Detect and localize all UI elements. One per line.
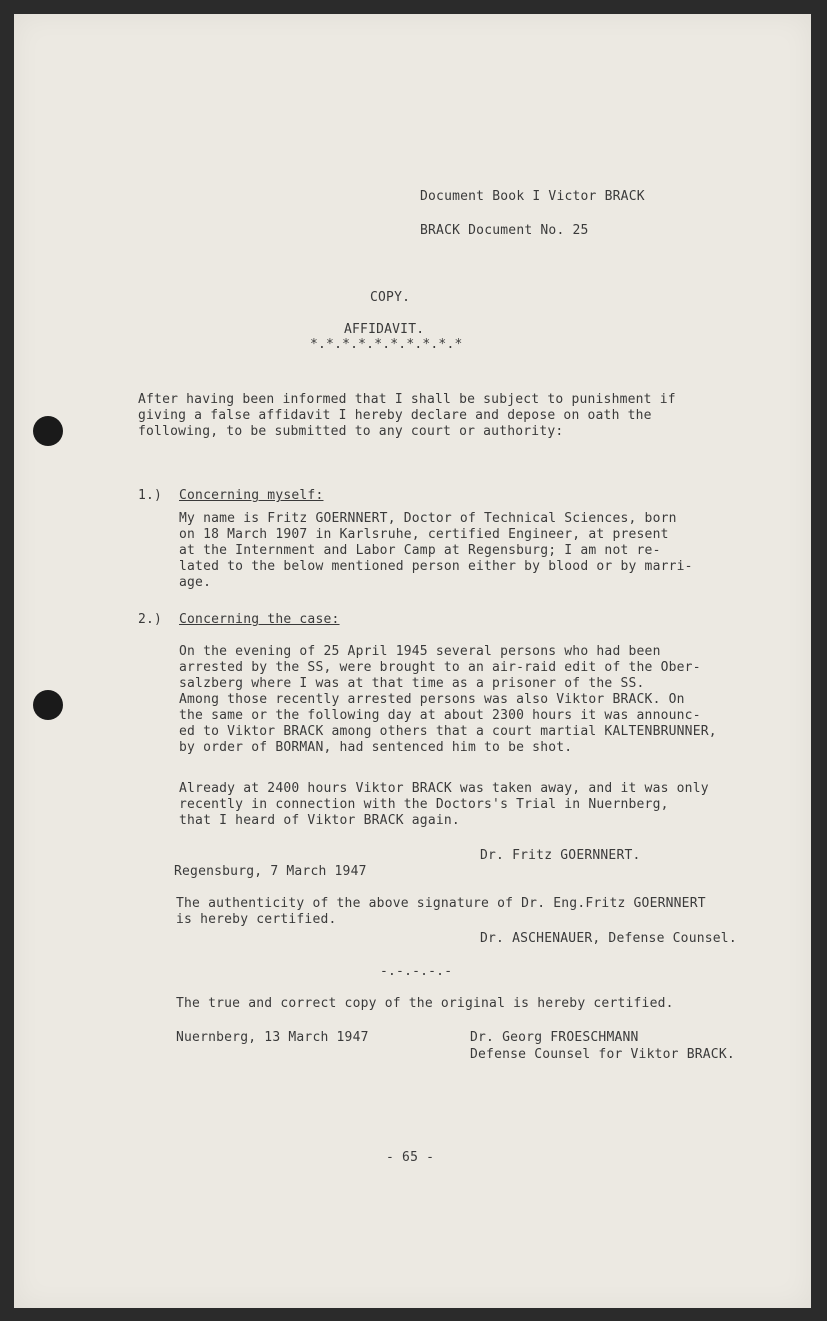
- punch-hole-top: [33, 416, 63, 446]
- copy-cert-signer-title: Defense Counsel for Viktor BRACK.: [470, 1047, 735, 1062]
- copy-cert-signer-name: Dr. Georg FROESCHMANN: [470, 1030, 639, 1045]
- section2-number: 2.): [138, 612, 163, 627]
- punch-hole-bottom: [33, 690, 63, 720]
- certification-signer: Dr. ASCHENAUER, Defense Counsel.: [480, 931, 737, 946]
- section2-heading: Concerning the case:: [179, 612, 340, 627]
- title-affidavit: AFFIDAVIT.: [344, 322, 425, 337]
- divider: -.-.-.-.-: [380, 964, 453, 979]
- signature-place-date: Regensburg, 7 March 1947: [174, 864, 367, 879]
- section1-heading: Concerning myself:: [179, 488, 324, 503]
- section1-number: 1.): [138, 488, 163, 503]
- page-number: - 65 -: [386, 1150, 435, 1165]
- section1-body: My name is Fritz GOERNNERT, Doctor of Technical Sciences, born on 18 March 1907 in Karlsruhe, certified Engineer, at present at the Internment and Labor Camp at Regensburg; I am not re- lated to the below mentioned person either by blood or by marri- age.: [179, 511, 693, 590]
- title-copy: COPY.: [370, 290, 411, 305]
- signature-name: Dr. Fritz GOERNNERT.: [480, 848, 641, 863]
- header-document-number: BRACK Document No. 25: [420, 223, 589, 238]
- certification-text: The authenticity of the above signature of Dr. Eng.Fritz GOERNNERT is hereby certified.: [176, 896, 706, 927]
- document-page: [14, 14, 811, 1308]
- title-stars: *.*.*.*.*.*.*.*.*.*: [310, 337, 463, 352]
- section2-paragraph2: Already at 2400 hours Viktor BRACK was taken away, and it was only recently in connection with the Doctors's Trial in Nuernberg, that I heard of Viktor BRACK again.: [179, 781, 709, 828]
- copy-cert-place-date: Nuernberg, 13 March 1947: [176, 1030, 369, 1045]
- copy-cert-text: The true and correct copy of the original is hereby certified.: [176, 996, 674, 1011]
- intro-paragraph: After having been informed that I shall be subject to punishment if giving a false affidavit I hereby declare and depose on oath the following, to be submitted to any court or authority:: [138, 392, 676, 439]
- section2-paragraph1: On the evening of 25 April 1945 several persons who had been arrested by the SS, were brought to an air-raid edit of the Ober- salzberg where I was at that time as a prisoner of the SS. Among those recently arrested persons was also Viktor BRACK. On the same or the following day at about 2300 hours it was announc- ed to Viktor BRACK among others that a court martial KALTENBRUNNER, by order of BORMAN, had sentenced him to be shot.: [179, 644, 717, 755]
- header-document-book: Document Book I Victor BRACK: [420, 189, 645, 204]
